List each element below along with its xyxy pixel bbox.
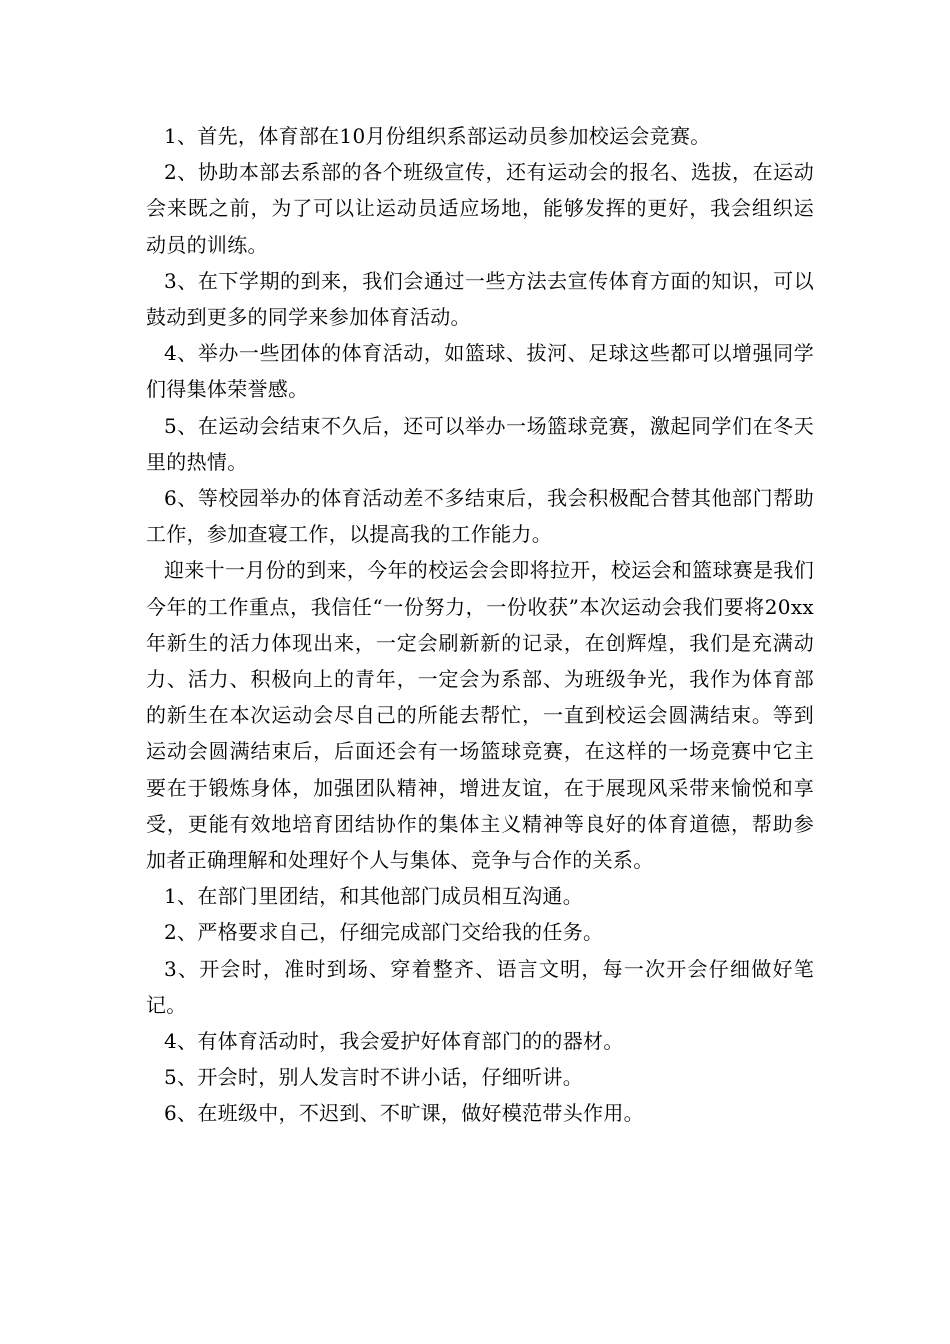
paragraph-12: 5、开会时，别人发言时不讲小话，仔细听讲。 [164, 1065, 584, 1090]
paragraph-5: 5、在运动会结束不久后，还可以举办一场篮球竞赛，激起同学们在冬天里的热情。 [146, 413, 814, 474]
paragraph-1: 1、首先，体育部在10月份组织系部运动员参加校运会竞赛。 [164, 124, 711, 148]
paragraph-8: 1、在部门里团结，和其他部门成员相互沟通。 [164, 884, 584, 909]
paragraph-9: 2、严格要求自己，仔细完成部门交给我的任务。 [164, 920, 604, 945]
paragraph-11: 4、有体育活动时，我会爱护好体育部门的的器材。 [164, 1029, 624, 1054]
paragraph-3: 3、在下学期的到来，我们会通过一些方法去宣传体育方面的知识，可以鼓动到更多的同学来参加体育活动。 [146, 268, 814, 330]
paragraph-6: 6、等校园举办的体育活动差不多结束后，我会积极配合替其他部门帮助工作，参加查寝工作，以提高我的工作能力。 [146, 486, 814, 547]
paragraph-4: 4、举办一些团体的体育活动，如篮球、拔河、足球这些都可以增强同学们得集体荣誉感。 [146, 341, 814, 402]
paragraph-13: 6、在班级中，不迟到、不旷课，做好模范带头作用。 [164, 1101, 644, 1126]
paragraph-2: 2、协助本部去系部的各个班级宣传，还有运动会的报名、选拔，在运动会来既之前，为了可以让运动员适应场地，能够发挥的更好，我会组织运动员的训练。 [146, 160, 814, 257]
paragraph-7: 迎来十一月份的到来，今年的校运会会即将拉开，校运会和篮球赛是我们今年的工作重点，我信任“一份努力，一份收获”本次运动会我们要将20xx年新生的活力体现出来，一定会刷新新的记录，在创辉煌，我们是充满动力、活力、积极向上的青年，一定会为系部、为班级争光，我作为体育部的新生在本次运动会尽自己的所能去帮忙，一直到校运会圆满结束。等到运动会圆满结束后，后面还会有一场篮球竞赛，在这样的一场竞赛中它主要在于锻炼身体，加强团队精神，增进友谊，在于展现风采带来愉悦和享受，更能有效地培育团结协作的集体主义精神等良好的体育道德，帮助参加者正确理解和处理好个人与集体、竞争与合作的关系。 [146, 558, 814, 873]
document-body [146, 118, 814, 1132]
paragraph-10: 3、开会时，准时到场、穿着整齐、语言文明，每一次开会仔细做好笔记。 [146, 956, 814, 1017]
